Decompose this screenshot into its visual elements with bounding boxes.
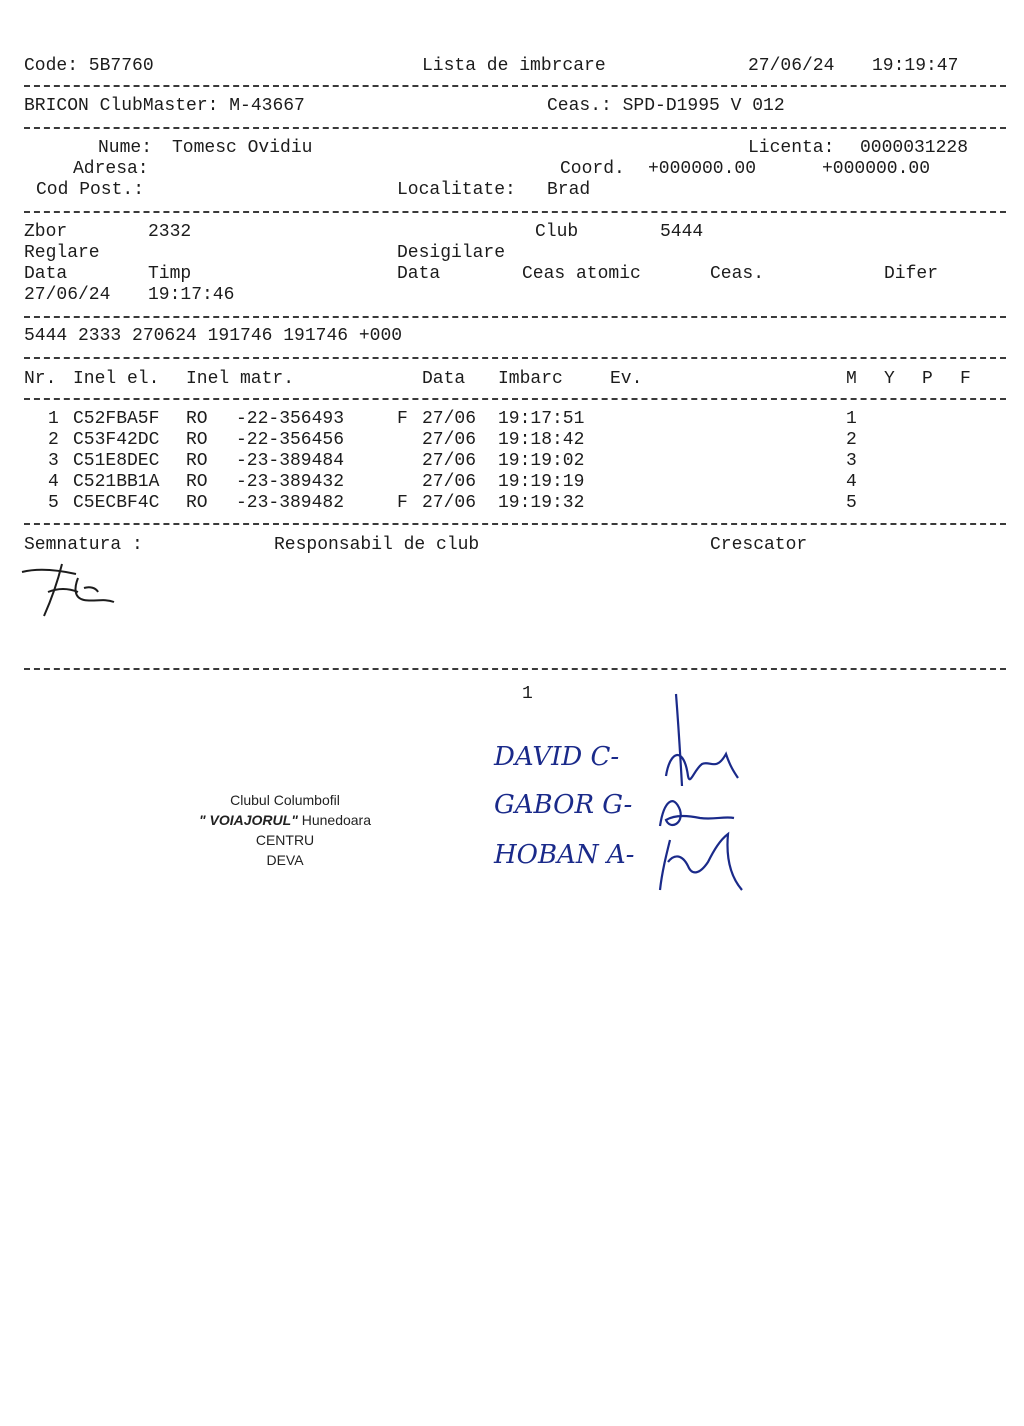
reglare-label: Reglare — [24, 243, 100, 263]
stamp-line2 — [170, 810, 400, 830]
owner-signature — [18, 558, 128, 622]
name-label: Nume: — [98, 138, 153, 158]
row-country: RO — [186, 472, 208, 492]
difer-label: Difer — [884, 264, 939, 284]
club-stamp — [170, 790, 400, 870]
row-imbarc: 19:19:19 — [498, 472, 585, 492]
coord-y: +000000.00 — [822, 159, 931, 179]
row-flag: F — [397, 409, 408, 429]
row-country: RO — [186, 451, 208, 471]
stamp-line1: Clubul Columbofil — [230, 792, 340, 808]
row-country: RO — [186, 430, 208, 450]
col-p: P — [922, 369, 933, 389]
row-data: 27/06 — [422, 493, 477, 513]
license-label: Licenta: — [748, 138, 835, 158]
col-m: M — [846, 369, 857, 389]
header-time: 19:19:47 — [872, 56, 959, 76]
desigilare-label: Desigilare — [397, 243, 506, 263]
stamp-line4: DEVA — [266, 852, 304, 868]
timp-label: Timp — [148, 264, 192, 284]
row-country: RO — [186, 409, 208, 429]
row-imbarc: 19:18:42 — [498, 430, 585, 450]
row-nr: 2 — [48, 430, 59, 450]
separator — [24, 316, 1006, 318]
coord-label: Coord. — [560, 159, 625, 179]
row-inel-matr: -23-389482 — [236, 493, 345, 513]
document-title: Lista de imbrcare — [422, 56, 606, 76]
stamp-line2-rest: Hunedoara — [301, 812, 371, 828]
row-flag: F — [397, 493, 408, 513]
zbor-value: 2332 — [148, 222, 192, 242]
row-inel-el: C51E8DEC — [73, 451, 160, 471]
handwritten-name-2: GABOR G- — [494, 790, 633, 820]
zbor-label: Zbor — [24, 222, 68, 242]
row-inel-el: C521BB1A — [73, 472, 160, 492]
col-data: Data — [422, 369, 466, 389]
page-number: 1 — [522, 684, 533, 704]
row-data: 27/06 — [422, 409, 477, 429]
row-inel-el: C52FBA5F — [73, 409, 160, 429]
clock-id: Ceas.: SPD-D1995 V 012 — [547, 96, 785, 116]
row-imbarc: 19:19:32 — [498, 493, 585, 513]
col-inel-el: Inel el. — [73, 369, 160, 389]
semnatura-label: Semnatura : — [24, 535, 143, 555]
row-nr: 4 — [48, 472, 59, 492]
responsabil-label: Responsabil de club — [274, 535, 480, 555]
row-inel-matr: -22-356493 — [236, 409, 345, 429]
col-ev: Ev. — [610, 369, 643, 389]
committee-signatures — [630, 690, 770, 900]
handwritten-name-1: DAVID C- — [494, 742, 620, 772]
data-label: Data — [24, 264, 68, 284]
crescator-label: Crescator — [710, 535, 808, 555]
owner-name: Tomesc Ovidiu — [172, 138, 313, 158]
row-m: 3 — [846, 451, 857, 471]
clubmaster-id: BRICON ClubMaster: M-43667 — [24, 96, 305, 116]
license-number: 0000031228 — [860, 138, 969, 158]
row-inel-el: C53F42DC — [73, 430, 160, 450]
row-inel-el: C5ECBF4C — [73, 493, 160, 513]
col-y: Y — [884, 369, 895, 389]
separator — [24, 127, 1006, 129]
desigilare-data-label: Data — [397, 264, 441, 284]
coord-x: +000000.00 — [648, 159, 757, 179]
row-inel-matr: -23-389432 — [236, 472, 345, 492]
club-value: 5444 — [660, 222, 704, 242]
header-date: 27/06/24 — [748, 56, 835, 76]
handwritten-name-3: HOBAN A- — [494, 840, 635, 870]
separator — [24, 398, 1006, 400]
code-line: 5444 2333 270624 191746 191746 +000 — [24, 326, 403, 346]
row-m: 5 — [846, 493, 857, 513]
code-label: Code: 5B7760 — [24, 56, 154, 76]
separator — [24, 357, 1006, 359]
locality-label: Localitate: — [397, 180, 516, 200]
stamp-line2-italic: " VOIAJORUL" — [198, 812, 298, 828]
postcode-label: Cod Post.: — [36, 180, 145, 200]
reglare-date: 27/06/24 — [24, 285, 111, 305]
row-imbarc: 19:19:02 — [498, 451, 585, 471]
row-data: 27/06 — [422, 451, 477, 471]
separator — [24, 668, 1006, 670]
row-nr: 1 — [48, 409, 59, 429]
ceas-atomic-label: Ceas atomic — [522, 264, 641, 284]
reglare-time: 19:17:46 — [148, 285, 235, 305]
row-m: 2 — [846, 430, 857, 450]
locality-value: Brad — [547, 180, 591, 200]
col-f: F — [960, 369, 971, 389]
address-label: Adresa: — [73, 159, 149, 179]
row-imbarc: 19:17:51 — [498, 409, 585, 429]
row-m: 1 — [846, 409, 857, 429]
row-nr: 3 — [48, 451, 59, 471]
row-inel-matr: -22-356456 — [236, 430, 345, 450]
separator — [24, 85, 1006, 87]
stamp-line3: CENTRU — [255, 832, 315, 848]
row-nr: 5 — [48, 493, 59, 513]
separator — [24, 523, 1006, 525]
row-inel-matr: -23-389484 — [236, 451, 345, 471]
col-nr: Nr. — [24, 369, 57, 389]
club-label: Club — [535, 222, 579, 242]
row-data: 27/06 — [422, 430, 477, 450]
row-data: 27/06 — [422, 472, 477, 492]
row-country: RO — [186, 493, 208, 513]
col-imbarc: Imbarc — [498, 369, 563, 389]
row-m: 4 — [846, 472, 857, 492]
ceas-label: Ceas. — [710, 264, 765, 284]
col-inel-matr: Inel matr. — [186, 369, 295, 389]
separator — [24, 211, 1006, 213]
